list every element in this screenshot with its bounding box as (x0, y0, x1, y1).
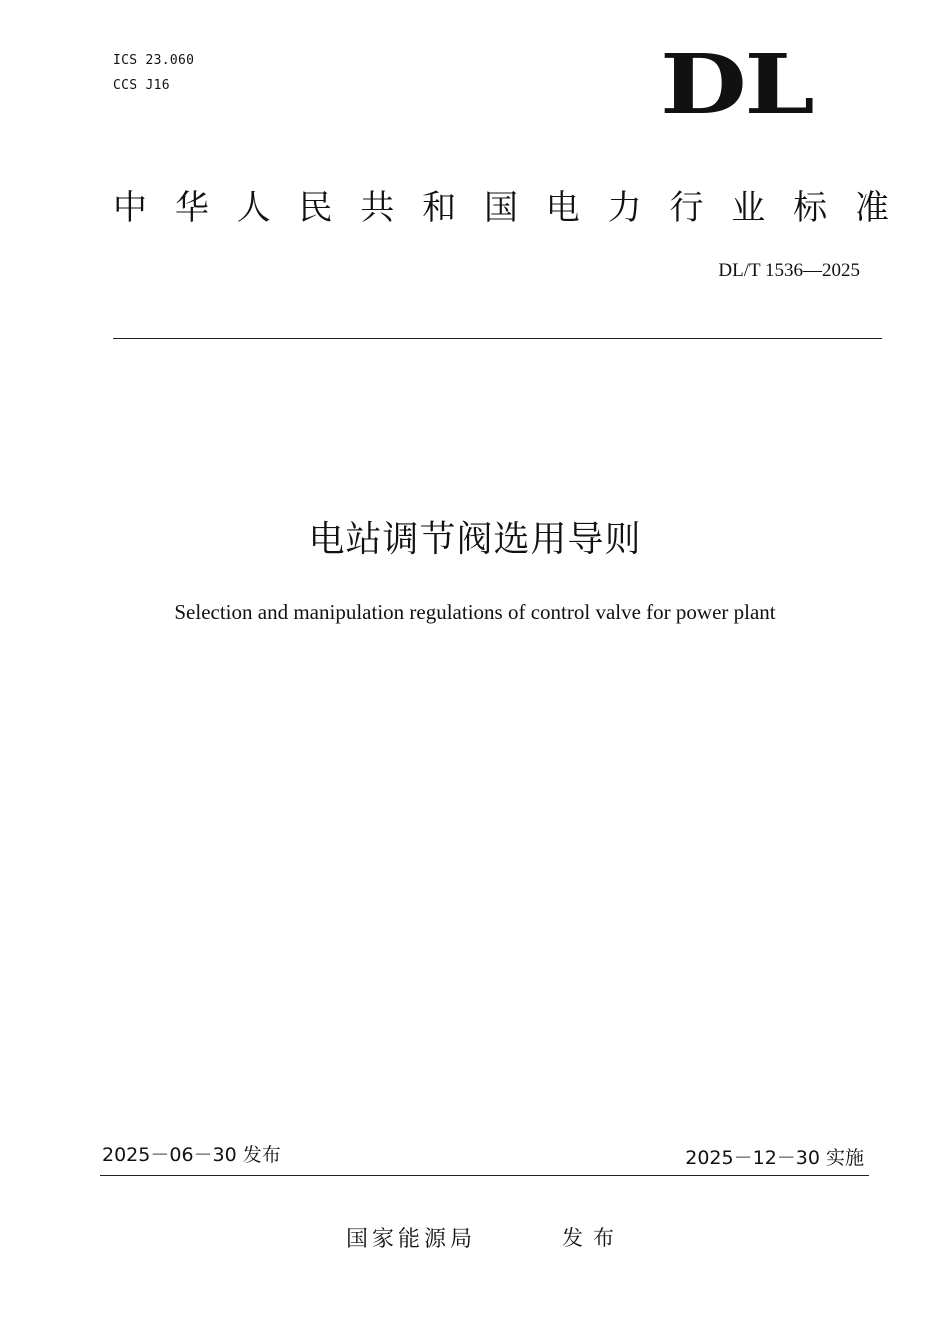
industry-title-char: 电 (545, 188, 580, 228)
industry-title-char: 业 (731, 188, 766, 228)
industry-title-char: 民 (298, 188, 333, 228)
industry-title-char: 国 (483, 188, 518, 228)
standard-number: DL/T 1536—2025 (718, 260, 860, 281)
classification-codes (113, 48, 194, 98)
industry-title-char: 准 (854, 188, 889, 228)
document-title-english: Selection and manipulation regulations of control valve for power plant (174, 600, 776, 624)
bottom-divider (100, 1175, 869, 1176)
publish-date: 2025－06－30 发布 (102, 1144, 281, 1166)
ccs-code: CCS J16 (113, 78, 170, 93)
industry-title-char: 华 (174, 188, 209, 228)
document-title-chinese: 电站调节阀选用导则 (308, 519, 642, 560)
industry-title-char: 人 (236, 188, 271, 228)
issuing-authority: 国家能源局 (346, 1227, 477, 1252)
ics-code: ICS 23.060 (113, 53, 195, 68)
top-divider (113, 338, 882, 339)
industry-title-char: 行 (669, 188, 704, 228)
issue-label: 发布 (562, 1226, 624, 1250)
implementation-date: 2025－12－30 实施 (685, 1147, 864, 1169)
dl-logo: DL (660, 37, 813, 133)
industry-title-char: 共 (360, 188, 395, 228)
industry-title-char: 标 (793, 188, 828, 228)
industry-title-char: 力 (607, 188, 642, 228)
industry-standard-title (113, 186, 889, 230)
industry-title-char: 中 (113, 188, 147, 228)
industry-title-char: 和 (422, 188, 457, 228)
